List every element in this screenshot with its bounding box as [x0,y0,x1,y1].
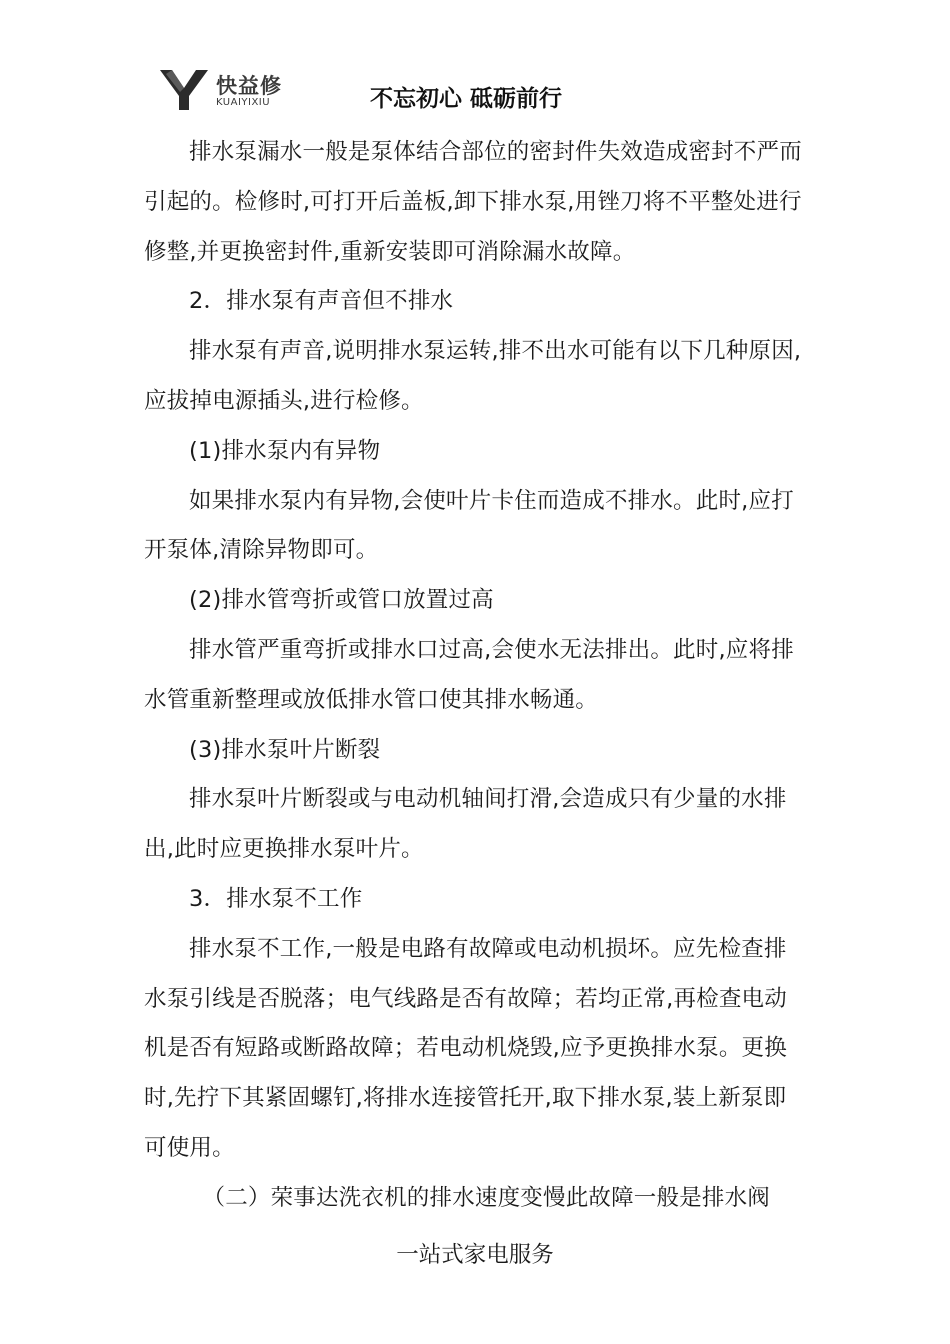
subheading: 3．排水泵不工作 [189,885,363,912]
logo-pinyin: KUAIYIXIU [216,97,271,108]
logo-y-icon [158,66,210,112]
subheading: (3)排水泵叶片断裂 [189,736,381,763]
document-body [144,128,804,1224]
paragraph: 排水泵叶片断裂或与电动机轴间打滑,会造成只有少量的水排出,此时应更换排水泵叶片。 [144,786,787,863]
page-header [0,0,950,130]
subheading: (1)排水泵内有异物 [189,437,381,464]
logo-name: 快益修 [216,74,282,98]
paragraph: 如果排水泵内有异物,会使叶片卡住而造成不排水。此时,应打开泵体,清除异物即可。 [144,487,794,564]
page-footer: 一站式家电服务 [396,1242,554,1268]
section-heading: （二）荣事达洗衣机的排水速度变慢此故障一般是排水阀 [202,1184,771,1211]
subheading: (2)排水管弯折或管口放置过高 [189,587,494,614]
paragraph: 排水泵有声音,说明排水泵运转,排不出水可能有以下几种原因,应拔掉电源插头,进行检修。 [144,338,802,414]
brand-logo [158,66,288,112]
subheading: 2．排水泵有声音但不排水 [189,288,454,315]
header-slogan: 不忘初心 砥砺前行 [370,86,563,112]
paragraph: 排水泵不工作,一般是电路有故障或电动机损坏。应先检查排水泵引线是否脱落；电气线路是否有故障；若均正常,再检查电动机是否有短路或断路故障；若电动机烧毁,应予更换排水泵。更换时,先拧下其紧固螺钉,将排水连接管托开,取下排水泵,装上新泵即可使用。 [144,935,787,1161]
paragraph: 排水泵漏水一般是泵体结合部位的密封件失效造成密封不严而引起的。检修时,可打开后盖板,卸下排水泵,用锉刀将不平整处进行修整,并更换密封件,重新安装即可消除漏水故障。 [144,139,802,265]
paragraph: 排水管严重弯折或排水口过高,会使水无法排出。此时,应将排水管重新整理或放低排水管口使其排水畅通。 [144,636,794,713]
